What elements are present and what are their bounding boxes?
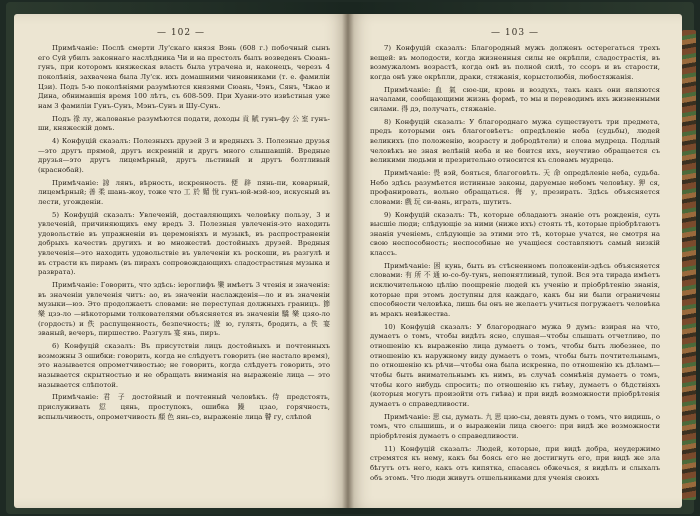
paragraph: Примѣчаніе: 諒 лянъ, вѣрность, искренность. 便 辟 пянь-пи, коварный, лицемѣрный; 善 柔 шань-жоу, тоже что 工 於 媚 悅 гунъ-юй-мэй-юэ, искусный въ лести, угожденіи. [38, 178, 330, 206]
page-body [14, 44, 348, 422]
paragraph: 11) Конфуцій сказалъ: Людей, которые, при видѣ добра, неудержимо стремятся къ нему, какъ бы боясь его не достигнуть его, при видѣ же зла бѣгутъ отъ него, какъ отъ кипятка, спасаясь обжечься, я видѣлъ и слыхалъ объ этомъ. Что люди живутъ отшельниками для ученія своихъ [370, 444, 660, 482]
paragraph: Подъ 祿 лу, жалованье разумѣются подати, доходы 貢 賦 гунъ-фу 公 室 гунъ-ши, княжескій домъ. [38, 114, 330, 133]
book-gutter [342, 14, 354, 508]
paragraph: 10) Конфуцій сказалъ: У благороднаго мужа 9 думъ: взирая на что, думаетъ о томъ, чтобы видѣть ясно, слушая—чтобы слышать отчетливо, по отношенію къ выраженію лица думаетъ о томъ, чтобы быть любезнее, по отношенію къ наружному виду думаетъ о томъ, чтобы быть почтительнымъ, по отношенію къ рѣчи—чтобы она была искренна, по отношенію къ дѣламъ—чтобы быть внимательнымъ къ нимъ, въ случаѣ сомнѣнія думаетъ о томъ, чтобы кого нибудь спросить; по отношенію къ гнѣву, думаетъ о бѣдствіяхъ (которыя могутъ произойти отъ гнѣва) и при видѣ возможности пріобрѣтенія думаетъ о справедливости. [370, 322, 660, 408]
paragraph: 8) Конфуцій сказалъ: У благороднаго мужа существуетъ три предмета, предъ которыми онъ благоговѣетъ: опредѣленіе неба (судьбы), людей великихъ (по положенію, возрасту и добродѣтели) и слова мудреца. Подлый человѣкъ не зная велѣній неба и не боится ихъ, неучтиво обращается съ великими людьми и презрительно относится къ словамъ мудреца. [370, 117, 660, 165]
page-number: — 103 — [491, 28, 539, 38]
paragraph: 4) Конфуцій сказалъ: Полезныхъ друзей 3 и вредныхъ 3. Полезные друзья—это другъ прямой, другъ искренній и другъ много слышавшій. Вредные друзья—это другъ лицемѣрный, другъ льстивый и другъ болтливый (краснобай). [38, 136, 330, 174]
paragraph: 6) Конфуцій сказалъ: Въ присутствіи лицъ достойныхъ и почтенныхъ возможны 3 ошибки: говорить, когда не слѣдуетъ говорить (не настало время), это называется опрометчивостью; не говорить, когда слѣдуетъ говорить, это называется скрытностью и не обращать вниманія на выраженіе лица — это называется слѣпотой. [38, 342, 330, 389]
page-body [348, 44, 682, 483]
paragraph: 5) Конфуцій сказалъ: Увлеченій, доставляющихъ человѣку пользу, 3 и увлеченій, причиняющихъ ему вредъ 3. Полезныя увлеченія-это находить удовольствіе въ упражненіи въ церемоніяхъ и музыкѣ, въ распространеніи добрыхъ качествъ другихъ и во множествѣ достойныхъ друзей. Вредныя увлеченія—это находить удовольствіе въ увлеченіи къ роскоши, въ разгулѣ и въ страсти къ пирамъ (въ пирахъ сопровождающихъ сладострастныя музыка и разврата). [38, 210, 330, 277]
paragraph: Примѣчаніе: 困 кунь, быть въ стѣсненномъ положеніи-здѣсь объясняется словами: 有 所 不 通 ю-со-бу-тунъ, непонятливый, тупой. Вся эта тирада имѣетъ исключительною цѣлію поощреніе людей къ ученію и пріобрѣтенію знанія, которые при этомъ доступны для каждаго, какъ бы ни были ограничены способности человѣка, лишь бы онъ не желаетъ учиться погружаетъ человѣка въ мракъ невѣжества. [370, 261, 660, 319]
marbled-page-edge [682, 30, 696, 500]
paragraph: Примѣчаніе: Говорить, что здѣсь: іероглифъ 樂 имѣетъ 3 чтенія и значенія: въ значеніи увлеченія читъ: ао, въ значеніи наслажденія—ло и въ значеніи музыки—юэ. Это продолжаетъ словами: не переступая должныхъ границъ. 節 樂 цзэ-ло —нѣкоторыми толкователями объясняется въ значеніи 驕 樂 цзяо-ло (гордость) и 佚 распущенность, безпечность; 遊 ю, гулять, бродить, а 佚 宴 званый, вечеръ, пиршество. Разгулъ 宴 янь, пиръ. [38, 281, 330, 338]
paragraph: Примѣчаніе: 畏 вэй, бояться, благоговѣть. 天 命 опредѣленіе неба, судьба. Небо здѣсь разумѣется истинные законы, даруемые небомъ человѣку. 狎 ся, профанировать, вольно обращаться. 侮 у, презирать. Здѣсь объясняется словами: 戲 玩 си-вань, играть, шутить. [370, 168, 660, 206]
paragraph: Примѣчаніе: 思 сы, думать. 九 思 цзю-сы, девять думъ о томъ, что видишь, о томъ, что слышишь, и о выраженіи лица своего: при видѣ же возможности пріобрѣтенія думаетъ о справедливости. [370, 412, 660, 440]
paragraph: Примѣчаніе: 君 子 достойный и почтенный человѣкъ. 侍 предстоять, прислуживать 愆 цянь, проступокъ, ошибка 躁 цзао, горячность, вспыльчивость, опрометчивость 顏 色 янь-сэ, выраженіе лица 瞽 гу, слѣпой [38, 393, 330, 421]
paragraph: Примѣчаніе: 血 氣 сюе-ци, кровь и воздухъ, такъ какъ они являются началами, сообщающими жизнь формѣ, то мы и переводимъ ихъ жизненными силами. 得 дэ, получать, стяжаніе. [370, 85, 660, 113]
right-page [348, 14, 682, 508]
paragraph: 7) Конфуцій сказалъ: Благородный мужъ долженъ остерегаться трехъ вещей: въ молодости, когда жизненныя силы не окрѣпли, сладострастія, въ возмужаломъ возрастѣ, когда онѣ въ полной силѣ, то ссоръ и въ старости, когда онѣ уже окрѣпли, драки, стяжанія, корыстолюбія, любостяжанія. [370, 44, 660, 81]
page-number: — 102 — [157, 28, 205, 38]
left-page [14, 14, 348, 508]
paragraph: 9) Конфуцій сказалъ: Тѣ, которые обладаютъ знаніе отъ рожденія, суть высшіе люди; слѣдующіе за ними (ниже ихъ) стоять тѣ, которые пріобрѣтаютъ знанія ученіемъ, слѣдующіе за этими это тѣ, которые учатся, не смотря на свою неспособность; неспособные не учащіеся составляютъ самый низкій классъ. [370, 210, 660, 258]
paragraph: Примѣчаніе: Послѣ смерти Лу'скаго князя Вэнь (608 г.) побочный сынъ его Суй убилъ законнаго наслѣдника Чи и на престолъ былъ возведенъ Сюань-гунъ, при которомъ княжеская власть была утрачена и, наконецъ, черезъ 4 поколѣнія, захвачена была Лу'ск. ихъ домашними чиновниками (т. е. фамиліи Цзи). Подъ 5-ю поколѣніями разумѣются князями Сюань, Чэнъ, Сянъ, Чжао и Дина, обнимавшія время 100 лѣтъ, съ 608-509. При Хуани-это извѣстныя уже нам 3 фамиліи Гунъ-Сунъ, Мэнъ-Сунъ и Шу-Сунъ. [38, 44, 330, 110]
